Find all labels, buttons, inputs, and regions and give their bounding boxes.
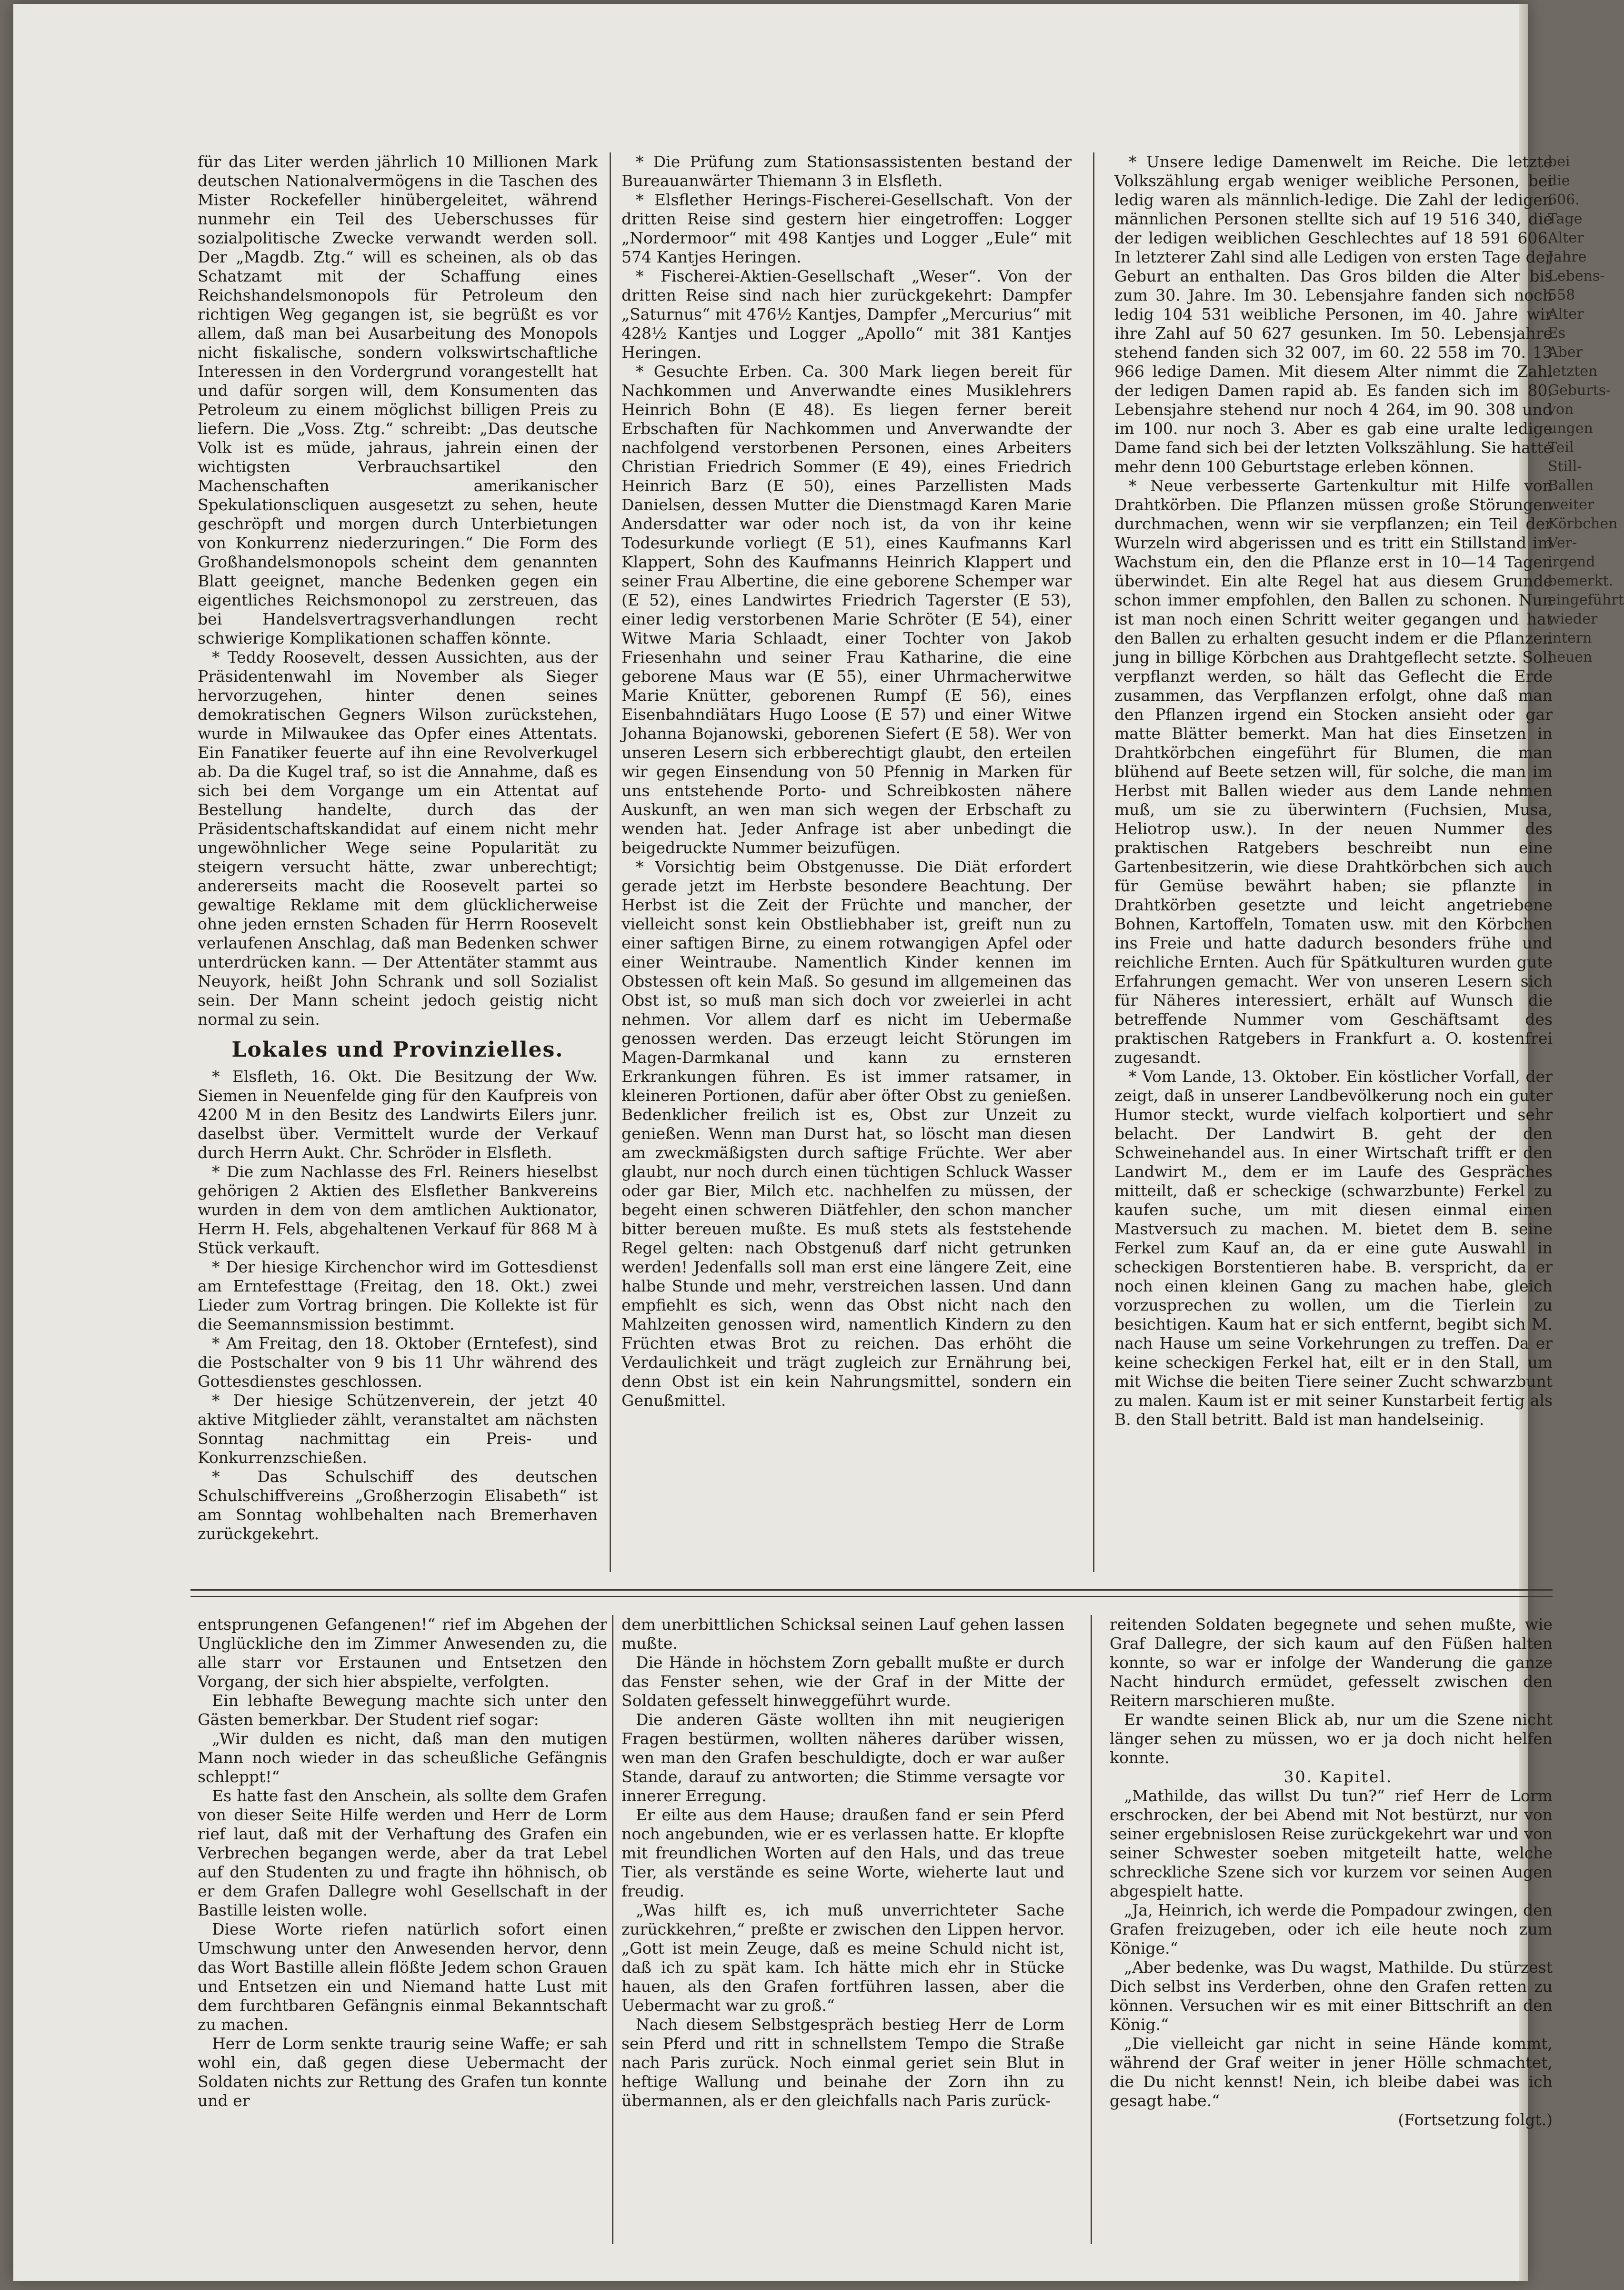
story-paragraph: reitenden Soldaten begegnete und sehen mußte, wie Graf Dallegre, der sich kaum auf den Füßen halten konnte, so war er infolge der Wanderung die ganze Nacht hindurch ermüdet, gefesselt zwischen den Reitern marschieren mußte. <box>1110 1615 1553 1710</box>
article-paragraph: * Vorsichtig beim Obstgenusse. Die Diät erfordert gerade jetzt im Herbste besondere Beachtung. Der Herbst ist die Zeit der Früchte und mancher, der vielleicht sonst kein Obstliebhaber ist, greift nun zu einer saftigen Birne, zu einem rotwangigen Apfel oder einer Weintraube. Namentlich Kinder kennen im Obstessen oft kein Maß. So gesund im allgemeinen das Obst ist, so muß man sich doch vor zweierlei in acht nehmen. Vor allem darf es nicht im Uebermaße genossen werden. Das erzeugt leicht Störungen im Magen-Darmkanal und kann zu ernsteren Erkrankungen führen. Es ist immer ratsamer, in kleineren Portionen, dafür aber öfter Obst zu genießen. Bedenklicher freilich ist es, Obst zur Unzeit zu genießen. Wenn man Durst hat, so löscht man diesen am zweckmäßigsten durch saftige Früchte. Wer aber glaubt, nur noch durch einen tüchtigen Schluck Wasser oder gar Bier, Milch etc. nachhelfen zu müssen, der begeht einen schweren Diätfehler, den schon mancher bitter bereuen mußte. Es muß stets als feststehende Regel gelten: nach Obstgenuß darf nicht getrunken werden! Jedenfalls soll man erst eine längere Zeit, eine halbe Stunde und mehr, verstreichen lassen. Und dann empfiehlt es sich, wenn das Obst nicht nach den Mahlzeiten genossen wird, namentlich Kindern zu den Früchten etwas Brot zu reichen. Das erhöht die Verdaulichkeit und trägt zugleich zur Ernährung bei, denn Obst ist ein kein Nahrungsmittel, sondern ein Genußmittel. <box>622 857 1072 1410</box>
article-paragraph: * Die zum Nachlasse des Frl. Reiners hieselbst gehörigen 2 Aktien des Elsflether Bankvereins wurden in dem von dem amtlichen Auktionator, Herrn H. Fels, abgehaltenen Verkauf für 868 M à Stück verkauft. <box>198 1162 598 1257</box>
article-paragraph: * Elsflether Herings-Fischerei-Gesellschaft. Von der dritten Reise sind gestern hier eingetroffen: Logger „Nordermoor“ mit 498 Kantjes und Logger „Eule“ mit 574 Kantjes Heringen. <box>622 191 1072 266</box>
story-paragraph: dem unerbittlichen Schicksal seinen Lauf gehen lassen mußte. <box>622 1615 1064 1653</box>
column-divider <box>610 152 611 1572</box>
news-column-1 <box>198 152 598 1572</box>
article-paragraph: * Unsere ledige Damenwelt im Reiche. Die letzte Volkszählung ergab weniger weibliche Personen, bei ledig waren als männlich-ledige. Die Zahl der ledigen männlichen Personen stellte sich auf 19 516 340, die der ledigen weiblichen Geschlechtes auf 18 591 606. In letzterer Zahl sind alle Ledigen von ersten Tage der Geburt an enthalten. Das Gros bilden die Alter bis zum 30. Jahre. Im 30. Lebensjahre fanden sich noch ledig 104 531 weibliche Personen, im 40. Jahre wir ihre Zahl auf 50 627 gesunken. Im 50. Lebensjahre stehend fanden sich 32 007, im 60. 22 558 im 70. 13 966 ledige Damen. Mit diesem Alter nimmt die Zahl der ledigen Damen rapid ab. Es fanden sich im 80. Lebensjahre stehend nur noch 4 264, im 90. 308 und im 100. nur noch 3. Aber es gab eine uralte ledige Dame fand sich bei der letzten Volkszählung. Sie hatte mehr denn 100 Geburtstage erleben können. <box>1114 152 1553 476</box>
column-divider <box>1091 1615 1092 2244</box>
story-paragraph: Er eilte aus dem Hause; draußen fand er sein Pferd noch angebunden, wie er es verlassen hatte. Er klopfte mit freundlichen Worten auf den Hals, und das treue Tier, als verstände es seine Worte, wieherte laut und freudig. <box>622 1806 1064 1900</box>
article-paragraph: * Am Freitag, den 18. Oktober (Erntefest), sind die Postschalter von 9 bis 11 Uhr während des Gottesdienstes geschlossen. <box>198 1334 598 1391</box>
story-paragraph: Die Hände in höchstem Zorn geballt mußte er durch das Fenster sehen, wie der Graf in der Mitte der Soldaten gefesselt hinweggeführt wurde. <box>622 1653 1064 1710</box>
feuilleton-separator-thin <box>190 1596 1553 1597</box>
story-column-2 <box>622 1615 1064 2258</box>
continued-note: (Fortsetzung folgt.) <box>1398 2110 1553 2129</box>
column-divider <box>612 1615 613 2244</box>
news-column-2 <box>622 152 1072 1572</box>
story-paragraph: Die anderen Gäste wollten ihn mit neugierigen Fragen bestürmen, wollten näheres darüber wissen, wen man den Grafen beschuldigte, doch er war außer Stande, darauf zu antworten; die Stimme versagte vor innerer Erregung. <box>622 1710 1064 1805</box>
story-paragraph: Diese Worte riefen natürlich sofort einen Umschwung unter den Anwesenden hervor, denn das Wort Bastille allein flößte Jedem schon Grauen und Entsetzen ein und Niemand hatte Lust mit dem furchtbaren Gefängnis einmal Bekanntschaft zu machen. <box>198 1920 607 2034</box>
story-paragraph: „Die vielleicht gar nicht in seine Hände kommt, während der Graf weiter in jener Hölle schmachtet, die Du nicht kennst! Nein, ich bleibe dabei was ich gesagt habe.“ <box>1110 2034 1553 2110</box>
story-paragraph: entsprungenen Gefangenen!“ rief im Abgehen der Unglückliche den im Zimmer Anwesenden zu, die alle starr vor Erstaunen und Entsetzen den Vorgang, der sich hier abspielte, verfolgten. <box>198 1615 607 1691</box>
article-paragraph: * Die Prüfung zum Stationsassistenten bestand der Bureauanwärter Thiemann 3 in Elsfleth. <box>622 152 1072 190</box>
article-paragraph: für das Liter werden jährlich 10 Millionen Mark deutschen Nationalvermögens in die Taschen des Mister Rockefeller hinübergeleitet, während nunmehr ein Teil des Ueberschusses für sozialpolitische Zwecke verwandt werden soll. Der „Magdb. Ztg.“ will es scheinen, als ob das Schatzamt mit der Schaffung eines Reichshandelsmonopols für Petroleum den richtigen Weg gegangen ist, sie begrüßt es vor allem, daß man bei Ausarbeitung des Monopols nicht fiskalische, sondern volkswirtschaftliche Interessen in den Vordergrund vorangestellt hat und dafür sorgen will, dem Konsumenten das Petroleum zu einem möglichst billigen Preis zu liefern. Die „Voss. Ztg.“ schreibt: „Das deutsche Volk ist es müde, jahraus, jahrein einen der wichtigsten Verbrauchsartikel den Machenschaften amerikanischer Spekulationscliquen ausgesetzt zu sehen, heute geschröpft und morgen durch Unterbietungen von Konkurrenz niederzuringen.“ Die Form des Großhandelsmonopols scheint dem genannten Blatt geeignet, manche Bedenken gegen ein eigentliches Reichsmonopol zu zerstreuen, das bei Handelsvertragsverhandlungen recht schwierige Komplikationen schaffen könnte. <box>198 152 598 647</box>
article-paragraph: * Das Schulschiff des deutschen Schulschiffvereins „Großherzogin Elisabeth“ ist am Sonntag wohlbehalten nach Bremerhaven zurückgekehrt. <box>198 1467 598 1543</box>
section-heading-local-news: Lokales und Provinzielles. <box>231 1038 564 1062</box>
article-paragraph: * Elsfleth, 16. Okt. Die Besitzung der Ww. Siemen in Neuenfelde ging für den Kaufpreis von 4200 M in den Besitz des Landwirts Eilers junr. daselbst über. Vermittelt wurde der Verkauf durch Herrn Aukt. Chr. Schröder in Elsfleth. <box>198 1067 598 1162</box>
article-paragraph: * Der hiesige Schützenverein, der jetzt 40 aktive Mitglieder zählt, veranstaltet am nächsten Sonntag nachmittag ein Preis- und Konkurrenzschießen. <box>198 1391 598 1467</box>
column-divider <box>1093 152 1094 1572</box>
chapter-heading: 30. Kapitel. <box>1283 1767 1393 1786</box>
story-paragraph: „Was hilft es, ich muß unverrichteter Sache zurückkehren,“ preßte er zwischen den Lippen hervor. „Gott ist mein Zeuge, daß es meine Schuld nicht ist, daß ich zu spät kam. Ich hätte mich ehr in Stücke hauen, als den Grafen fortführen lassen, aber die Uebermacht war zu groß.“ <box>622 1901 1064 2015</box>
story-paragraph: Er wandte seinen Blick ab, nur um die Szene nicht länger sehen zu müssen, wo er ja doch nicht helfen konnte. <box>1110 1710 1553 1767</box>
feuilleton-separator <box>190 1589 1553 1591</box>
article-paragraph: * Neue verbesserte Gartenkultur mit Hilfe von Drahtkörben. Die Pflanzen müssen große Störungen durchmachen, wenn wir sie verpflanzen; ein Teil der Wurzeln wird abgerissen und es tritt ein Stillstand im Wachstum ein, den die Pflanze erst in 10—14 Tagen überwindet. Ein alte Regel hat aus diesem Grunde schon immer empfohlen, den Ballen zu schonen. Nun ist man noch einen Schritt weiter gegangen und hat den Ballen zu erhalten gesucht indem er die Pflanzen jung in billige Körbchen aus Drahtgeflecht setzte. Soll verpflanzt werden, so hält das Geflecht die Erde zusammen, das Verpflanzen erfolgt, ohne daß man den Pflanzen irgend ein Stocken ansieht oder gar matte Blätter bemerkt. Man hat dies Einsetzen in Drahtkörbchen eingeführt für Blumen, die man blühend auf Beete setzen will, für solche, die man im Herbst mit Ballen wieder aus dem Lande nehmen muß, um sie zu überwintern (Fuchsien, Musa, Heliotrop usw.). In der neuen Nummer des praktischen Ratgebers beschreibt nun eine Gartenbesitzerin, wie diese Drahtkörbchen sich auch für Gemüse bewährt haben; sie pflanzte in Drahtkörben gesetzte und leicht angetriebene Bohnen, Kartoffeln, Tomaten usw. mit den Körbchen ins Freie und hatte dadurch besonders frühe und reichliche Ernten. Auch für Spätkulturen wurden gute Erfahrungen gemacht. Wer von unseren Lesern sich für Näheres interessiert, erhält auf Wunsch die betreffende Nummer vom Geschäftsamt des praktischen Ratgebers in Frankfurt a. O. kostenfrei zugesandt. <box>1114 476 1553 1067</box>
story-paragraph: Nach diesem Selbstgespräch bestieg Herr de Lorm sein Pferd und ritt in schnellstem Tempo die Straße nach Paris zurück. Noch einmal geriet sein Blut in heftige Wallung und beinahe der Zorn ihn zu übermannen, als er den gleichfalls nach Paris zurück- <box>622 2015 1064 2110</box>
article-paragraph: * Fischerei-Aktien-Gesellschaft „Weser“. Von der dritten Reise sind nach hier zurückgekehrt: Dampfer „Saturnus“ mit 476½ Kantjes, Dampfer „Mercurius“ mit 428½ Kantjes und Logger „Apollo“ mit 381 Kantjes Heringen. <box>622 267 1072 362</box>
article-paragraph: * Vom Lande, 13. Oktober. Ein köstlicher Vorfall, der zeigt, daß in unserer Landbevölkerung noch ein guter Humor steckt, wurde vielfach kolportiert und sehr belacht. Der Landwirt B. geht der den Schweinehandel aus. In einer Wirtschaft trifft er den Landwirt M., dem er im Laufe des Gespräches mitteilt, daß er scheckige (schwarzbunte) Ferkel zu kaufen suche, um mit diesen einmal einen Mastversuch zu machen. M. bietet dem B. seine Ferkel zum Kauf an, da er eine gute Auswahl in scheckigen Borstentieren habe. B. verspricht, da er noch einen kleinen Gang zu machen habe, gleich vorzusprechen zu wollen, um die Tierlein zu besichtigen. Kaum hat er sich entfernt, begibt sich M. nach Hause um seine Vorkehrungen zu treffen. Da er keine scheckigen Ferkel hat, eilt er in den Stall, um mit Wichse die beiten Tiere seiner Zucht schwarzbunt zu malen. Kaum ist er mit seiner Kunstarbeit fertig als B. den Stall betritt. Bald ist man handelseinig. <box>1114 1067 1553 1429</box>
story-paragraph: „Aber bedenke, was Du wagst, Mathilde. Du stürzest Dich selbst ins Verderben, ohne den Grafen retten zu können. Versuchen wir es mit einer Bittschrift an den König.“ <box>1110 1958 1553 2034</box>
news-column-3 <box>1114 152 1553 1572</box>
article-paragraph: * Gesuchte Erben. Ca. 300 Mark liegen bereit für Nachkommen und Anverwandte eines Musiklehrers Heinrich Bohn (E 48). Es liegen ferner bereit Erbschaften für Nachkommen und Anverwandte der nachfolgend verstorbenen Personen, eines Arbeiters Christian Friedrich Sommer (E 49), eines Friedrich Heinrich Barz (E 50), eines Parzellisten Mads Danielsen, dessen Mutter die Dienstmagd Karen Marie Andersdatter war oder noch ist, da von ihr keine Todesurkunde vorliegt (E 51), eines Kaufmanns Karl Klappert, Sohn des Kaufmanns Heinrich Klappert und seiner Frau Albertine, die eine geborene Schemper war (E 52), eines Landwirtes Friedrich Tagerster (E 53), einer ledig verstorbenen Marie Schröter (E 54), einer Witwe Maria Schlaadt, einer Tochter von Jakob Friesenhahn und seiner Frau Katharine, die eine geborene Maus war (E 55), einer Uhrmacherwitwe Marie Knütter, geborenen Rumpf (E 56), eines Eisenbahndiätars Hugo Loose (E 57) und einer Witwe Johanna Bojanowski, geborenen Siefert (E 58). Wer von unseren Lesern sich erbberechtigt glaubt, den erteilen wir gegen Einsendung von 50 Pfennig in Marken für uns entstehende Porto- und Schreibkosten nähere Auskunft, an wen man sich wegen der Erbschaft zu wenden hat. Jeder Anfrage ist aber unbedingt die beigedruckte Nummer beizufügen. <box>622 362 1072 857</box>
story-paragraph: Herr de Lorm senkte traurig seine Waffe; er sah wohl ein, daß gegen diese Uebermacht der Soldaten nichts zur Rettung des Grafen tun konnte und er <box>198 2034 607 2110</box>
adjacent-page-fragment: bei die 606. Tage Alter Jahre Lebens- 558 Alter Es Aber letzten Geburts- von ungen Teil Still- Ballen weiter Körbchen Ver- irgend bemerkt. eingeführt wieder intern neuen <box>1548 153 1624 666</box>
story-paragraph: Es hatte fast den Anschein, als sollte dem Grafen von dieser Seite Hilfe werden und Herr de Lorm rief laut, daß mit der Verhaftung des Grafen ein Verbrechen begangen werde, aber da trat Lebel auf den Studenten zu und fragte ihn höhnisch, ob er dem Grafen Dallegre wohl Gesellschaft in der Bastille leisten wolle. <box>198 1786 607 1919</box>
story-paragraph: „Wir dulden es nicht, daß man den mutigen Mann noch wieder in das scheußliche Gefängnis schleppt!“ <box>198 1729 607 1786</box>
story-paragraph: „Mathilde, das willst Du tun?“ rief Herr de Lorm erschrocken, der bei Abend mit Not bestürzt, nur von seiner ergebnislosen Reise zurückgekehrt war und von seiner Schwester soeben mitgeteilt hatte, welche schreckliche Szene sich vor kurzem vor seinen Augen abgespielt hatte. <box>1110 1786 1553 1900</box>
story-column-1 <box>198 1615 607 2258</box>
article-paragraph: * Der hiesige Kirchenchor wird im Gottesdienst am Erntefesttage (Freitag, den 18. Okt.) zwei Lieder zum Vortrag bringen. Die Kollekte ist für die Seemannsmission bestimmt. <box>198 1258 598 1333</box>
story-paragraph: „Ja, Heinrich, ich werde die Pompadour zwingen, den Grafen freizugeben, oder ich eile heute noch zum Könige.“ <box>1110 1901 1553 1957</box>
story-column-3 <box>1110 1615 1553 2258</box>
article-paragraph: * Teddy Roosevelt, dessen Aussichten, aus der Präsidentenwahl im November als Sieger hervorzugehen, hinter denen seines demokratischen Gegners Wilson zurückstehen, wurde in Milwaukee das Opfer eines Attentats. Ein Fanatiker feuerte auf ihn eine Revolverkugel ab. Da die Kugel traf, so ist die Annahme, daß es sich bei dem Vorgange um ein Attentat auf Bestellung handelte, durch das der Präsidentschaftskandidat auf einem nicht mehr ungewöhnlicher Wege seine Popularität zu steigern versucht hätte, zwar unberechtigt; andererseits macht die Roosevelt partei so gewaltige Reklame mit dem glücklicherweise ohne jeden ernsten Schaden für Herrn Roosevelt verlaufenen Anschlag, daß man Bedenken schwer unterdrücken kann. — Der Attentäter stammt aus Neuyork, heißt John Schrank und soll Sozialist sein. Der Mann scheint jedoch geistig nicht normal zu sein. <box>198 648 598 1029</box>
story-paragraph: Ein lebhafte Bewegung machte sich unter den Gästen bemerkbar. Der Student rief sogar: <box>198 1691 607 1729</box>
